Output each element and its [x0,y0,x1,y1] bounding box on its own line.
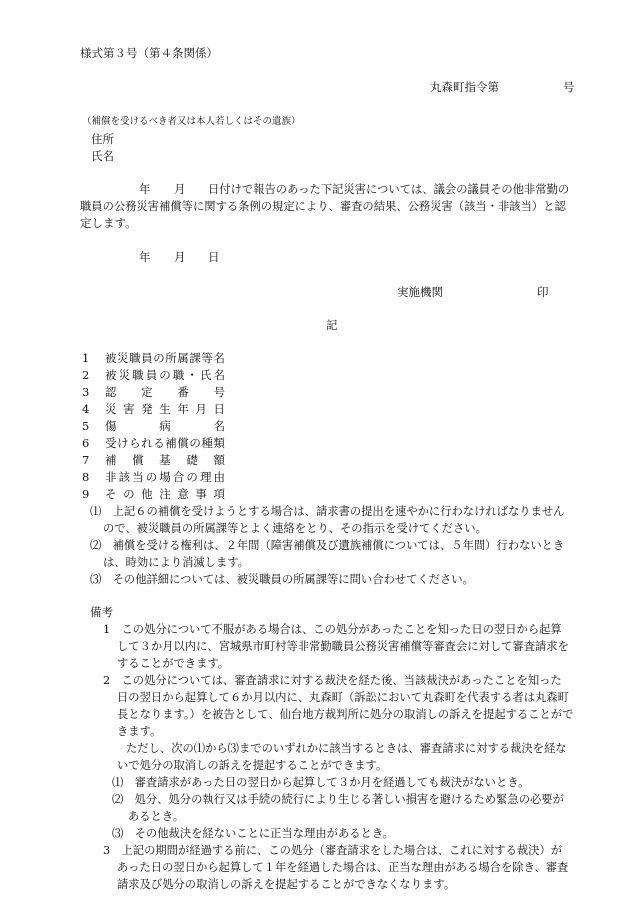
date-day: 日 [208,250,220,264]
remark-2-line-5: ただし、次の⑴から⑶までのいずれかに該当するときは、審査請求に対する裁決を経な [126,742,567,755]
agency-label: 実施機関 [397,285,443,299]
form-title: 様式第３号（第４条関係） [80,46,218,60]
reference-prefix: 丸森町指令第 [430,80,499,94]
date-month: 月 [174,250,186,264]
remark-2-line-4: きます。 [117,725,162,738]
remark-2-line-3: 長となります。）を被告として、仙台地方裁判所に処分の取消しの訴えを提起することがで [117,708,574,721]
remark-2-sub-2-line-1: ⑵ 処分、処分の執行又は手続の続行により生じる著しい損害を避けるため緊急の必要が [112,793,564,806]
remark-1-line-2: して３か月以内に、宮城県市町村等非常勤職員公務災害補償等審査会に対して審査請求を [117,640,569,653]
recipient-note: （補償を受けるべき者又は本人若しくはその遺族） [82,116,301,127]
body-year: 年 [139,182,151,196]
remark-2-line-6: いで処分の取消しの訴えを提起することができます。 [117,759,388,772]
reference-suffix: 号 [563,80,575,94]
remark-2-line-1: 2 この処分については、審査請求に対する裁決を経た後、当該裁決があったことを知った [103,674,562,687]
remark-3-line-3: 請求及び処分の取消しの訴えを提起することができなくなります。 [117,878,456,891]
note-1-line-2: ので、被災職員の所属課等とよく連絡をとり、その指示を受けてください。 [103,522,487,535]
body-line-1: 日付けで報告のあった下記災害については、議会の議員その他非常勤の [208,183,570,196]
remark-1-line-1: 1 この処分について不服がある場合は、この処分があったことを知った日の翌日から起算 [103,623,562,636]
note-3: ⑶ その他詳細については、被災職員の所属課等に問い合わせてください。 [90,573,474,586]
remark-3-line-2: あった日の翌日から起算して１年を経過した場合は、正当な理由がある場合を除き、審査 [117,861,569,874]
remark-1-line-3: することができます。 [117,657,230,670]
remark-2-sub-1: ⑴ 審査請求があった日の翌日から起算して３か月を経過しても裁決がないとき。 [112,776,530,789]
date-year: 年 [139,250,151,264]
body-line-3: 定します。 [80,216,137,230]
body-line-2: 職員の公務災害補償等に関する条例の規定により、審査の結果、公務災害（該当・非該当）と認 [80,200,566,213]
remark-2-sub-2-line-2: あるとき。 [128,810,185,823]
body-month: 月 [174,182,186,196]
note-2-line-2: は、時効により消滅します。 [103,556,249,569]
seal-mark: 印 [537,285,549,299]
remarks-title: 備考 [90,605,113,619]
note-1-line-1: ⑴ 上記６の補償を受けようとする場合は、請求書の提出を速やかに行わなければなりません [90,505,565,518]
remark-2-sub-3: ⑶ その他裁決を経ないことに正当な理由があるとき。 [112,827,394,840]
address-label: 住所 [91,132,114,146]
remark-2-line-2: 日の翌日から起算して６か月以内に、丸森町（訴訟において丸森町を代表する者は丸森町 [117,691,569,704]
name-label: 氏名 [91,149,114,163]
remark-3-line-1: 3 上記の期間が経過する前に、この処分（審査請求をした場合は、これに対する裁決）が [103,844,563,857]
note-2-line-1: ⑵ 補償を受ける権利は、２年間（障害補償及び遺族補償については、５年間）行わないとき [90,539,565,552]
ki-heading: 記 [326,318,338,332]
